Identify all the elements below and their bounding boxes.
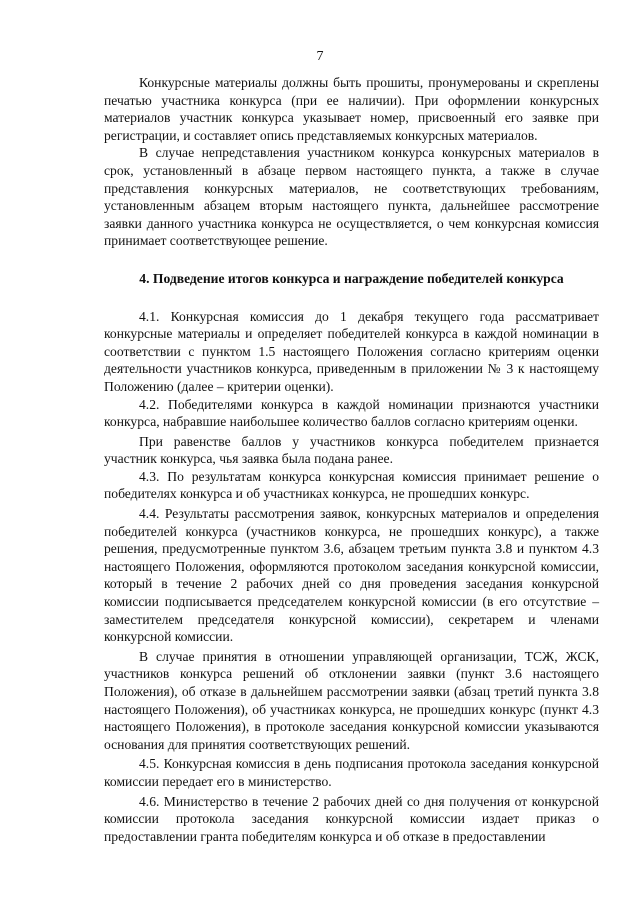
paragraph-equal-scores: При равенстве баллов у участников конкурса победителем признается участник конкурса, чья заявка была подана ранее. — [104, 433, 599, 467]
paragraph-4-1: 4.1. Конкурсная комиссия до 1 декабря текущего года рассматривает конкурсные материалы и определяет победителей конкурса в каждой номинации в соответствии с пунктом 1.5 настоящего Положения согласно критериям оценки деятельности участников конкурса, приведенным в приложении № 3 к настоящему Положению (далее – критерии оценки). — [104, 308, 599, 394]
paragraph-materials-not-submitted: В случае непредставления участником конкурса конкурсных материалов в срок, установленный в абзаце первом настоящего пункта, а также в случае представления конкурсных материалов, не соответствующих требованиям, установленным абзацем вторым настоящего пункта, дальнейшее рассмотрение заявки данного участника конкурса не осуществляется, о чем конкурсная комиссия принимает соответствующее решение. — [104, 145, 599, 249]
document-body — [104, 74, 599, 845]
paragraph-rejection-grounds: В случае принятия в отношении управляющей организации, ТСЖ, ЖСК, участников конкурса решений об отклонении заявки (пункт 3.6 настоящего Положения), об отказе в дальнейшем рассмотрении заявки (абзац третий пункта 3.8 настоящего Положения), об участниках конкурса, не прошедших конкурс (пункт 4.3 настоящего Положения), в протоколе заседания конкурсной комиссии указываются основания для принятия соответствующих решений. — [104, 648, 599, 752]
paragraph-4-4: 4.4. Результаты рассмотрения заявок, конкурсных материалов и определения победителей конкурса (участников конкурса, не прошедших конкурс), а также решения, предусмотренные пунктом 3.6, абзацем третьим пункта 3.8 и пунктом 4.3 настоящего Положения, оформляются протоколом заседания конкурсной комиссии, который в течение 2 рабочих дней со дня проведения заседания конкурсной комиссии подписывается председателем конкурсной комиссии (в его отсутствие – заместителем председателя конкурсной комиссии), секретарем и членами конкурсной комиссии. — [104, 506, 599, 645]
paragraph-materials-binding: Конкурсные материалы должны быть прошиты, пронумерованы и скреплены печатью участника конкурса (при ее наличии). При оформлении конкурсных материалов участник конкурса указывает номер, присвоенный его заявке при регистрации, и составляет опись представляемых конкурсных материалов. — [104, 75, 599, 143]
section-heading: 4. Подведение итогов конкурса и награждение победителей конкурса — [139, 270, 564, 286]
paragraph-4-5: 4.5. Конкурсная комиссия в день подписания протокола заседания конкурсной комиссии передает его в министерство. — [104, 756, 599, 789]
page-number: 7 — [316, 49, 324, 64]
paragraph-4-3: 4.3. По результатам конкурса конкурсная комиссия принимает решение о победителях конкурса и об участниках конкурса, не прошедших конкурс. — [104, 468, 599, 502]
paragraph-4-2: 4.2. Победителями конкурса в каждой номинации признаются участники конкурса, набравшие наибольшее количество баллов согласно критериям оценки. — [104, 396, 599, 430]
paragraph-4-6: 4.6. Министерство в течение 2 рабочих дней со дня получения от конкурсной комиссии протокола заседания конкурсной комиссии издает приказ о предоставлении гранта победителям конкурса и об отказе в предоставлении — [104, 793, 599, 844]
